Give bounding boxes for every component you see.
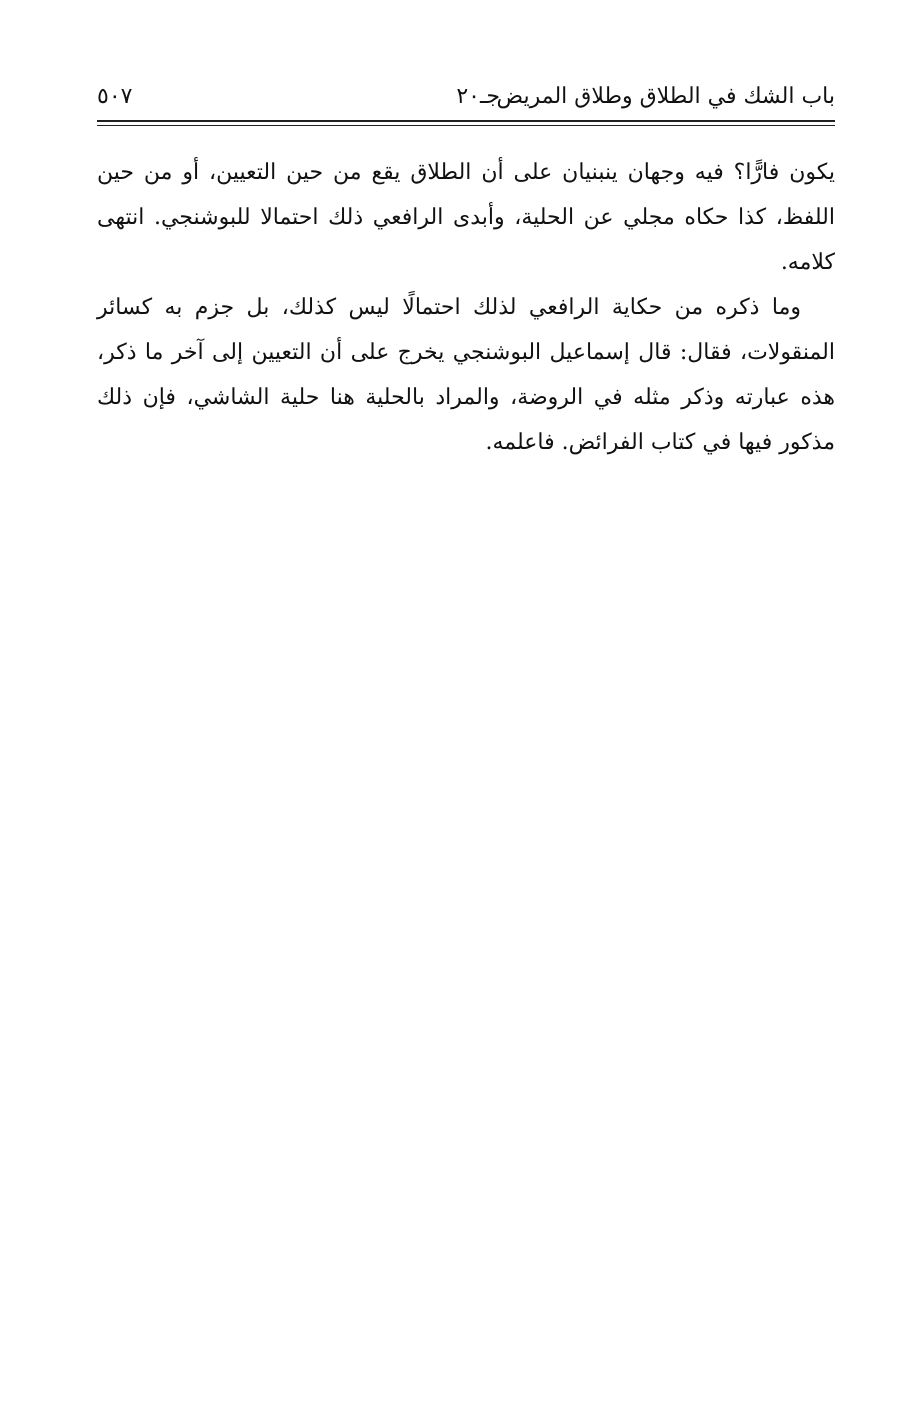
header-rule-thick <box>97 120 835 122</box>
paragraph-1: يكون فارًّا؟ فيه وجهان ينبنيان على أن الطلاق يقع من حين التعيين، أو من حين اللفظ، كذا حكاه مجلي عن الحلية، وأبدى الرافعي ذلك احتمالا للبوشنجي. انتهى كلامه. <box>97 160 835 275</box>
running-title: باب الشك في الطلاق وطلاق المريض <box>496 84 835 109</box>
body-text <box>97 150 835 465</box>
page-header <box>97 80 835 114</box>
volume-label: جـ٢٠ <box>456 84 500 109</box>
paragraph-2: وما ذكره من حكاية الرافعي لذلك احتمالًا ليس كذلك، بل جزم به كسائر المنقولات، فقال: قال إسماعيل البوشنجي يخرج على أن التعيين إلى آخر ما ذكر، هذه عبارته وذكر مثله في الروضة، والمراد بالحلية هنا حلية الشاشي، فإن ذلك مذكور فيها في كتاب الفرائض. فاعلمه. <box>97 295 835 455</box>
page-number: ٥٠٧ <box>97 84 133 109</box>
header-rule-thin <box>97 125 835 126</box>
